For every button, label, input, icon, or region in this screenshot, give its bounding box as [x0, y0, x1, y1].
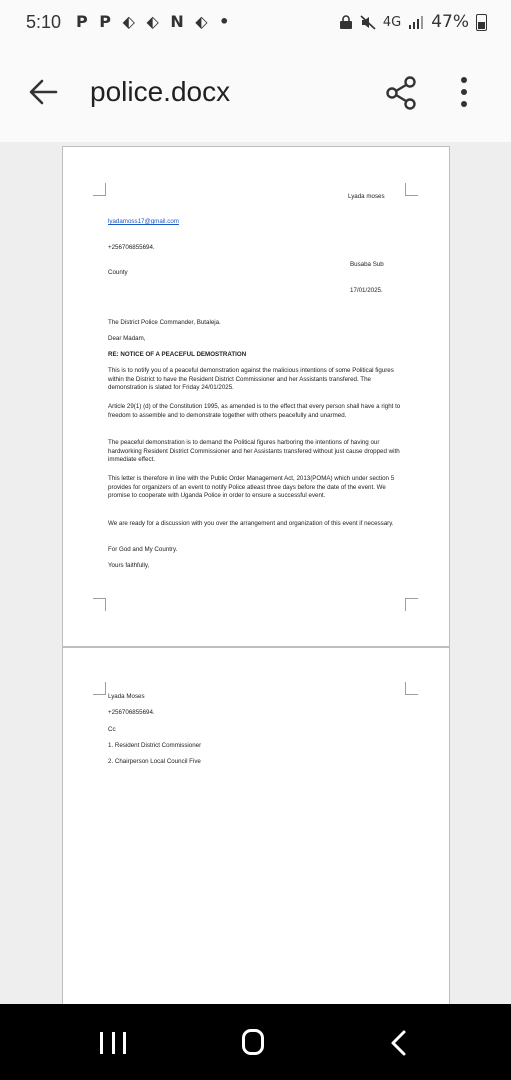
more-options-button[interactable] — [454, 74, 474, 114]
back-button[interactable] — [26, 74, 60, 110]
margin-marker-top-right — [405, 682, 418, 695]
arrow-left-icon — [26, 74, 60, 110]
status-time: 5:10 — [26, 12, 62, 32]
mute-icon — [360, 15, 376, 30]
signatory-name: Lyada Moses — [108, 693, 145, 700]
margin-marker-top-left — [93, 183, 106, 196]
paragraph-1: This is to notify you of a peaceful demonstration against the malicious intentions of some Political figures within the District to have the Resident District Commissioner and her Assistants transfered. The demonstration is slated for Friday 24/01/2025. — [108, 367, 394, 392]
margin-marker-top-right — [405, 183, 418, 196]
closing-line-2: Yours faithfully, — [108, 562, 150, 569]
paragraph-2: Article 29(1) (d) of the Constitution 1995, as amended is to the effect that every person shall have a right to freedom to assemble and to demonstrate together with others peacefully and unarmed. — [108, 403, 401, 419]
document-title: police.docx — [90, 76, 231, 107]
subject-line: RE: NOTICE OF A PEACEFUL DEMOSTRATION — [108, 351, 247, 358]
battery-icon — [476, 14, 487, 31]
paragraph-3: The peaceful demonstration is to demand the Political figures harboring the intentions of having our hardworking Resident District Commissioner and her Assistants transfered without just cause dropped with immediate effect. — [108, 439, 400, 464]
salutation: Dear Madam, — [108, 335, 146, 342]
document-viewer[interactable] — [0, 142, 511, 1004]
sender-name: Lyada moses — [348, 193, 385, 200]
navigation-bar — [0, 1004, 511, 1080]
share-icon — [384, 74, 418, 112]
more-dot-icon — [461, 89, 467, 95]
document-page-2 — [62, 647, 450, 1004]
recents-bar-icon — [123, 1032, 126, 1054]
more-dot-icon — [461, 101, 467, 107]
app-bar — [0, 46, 511, 142]
closing-line-1: For God and My Country. — [108, 546, 178, 553]
system-back-button[interactable] — [384, 1028, 414, 1058]
recent-apps-button[interactable] — [100, 1032, 126, 1054]
signal-icon — [408, 15, 424, 30]
cc-item-2: 2. Chairperson Local Council Five — [108, 758, 201, 765]
address-line-2: County — [108, 269, 128, 276]
cc-item-1: 1. Resident District Commissioner — [108, 742, 202, 749]
battery-percent: 47% — [431, 12, 469, 32]
share-button[interactable] — [384, 74, 418, 112]
letter-date: 17/01/2025. — [350, 287, 383, 294]
margin-marker-top-left — [93, 682, 106, 695]
chevron-left-icon — [384, 1028, 414, 1058]
recipient: The District Police Commander, Butaleja. — [108, 319, 221, 326]
status-right-icons — [339, 12, 487, 32]
lock-icon — [339, 15, 353, 30]
sender-phone: +256706855694. — [108, 244, 155, 251]
paragraph-5: We are ready for a discussion with you over the arrangement and organization of this event if necessary. — [108, 520, 394, 527]
margin-marker-bottom-right — [405, 598, 418, 611]
email-link[interactable]: lyadamoss17@gmail.com — [108, 218, 179, 225]
document-page-1 — [62, 146, 450, 647]
notification-icons: P P ⬖ ⬖ N ⬖ • — [76, 12, 233, 31]
paragraph-4: This letter is therefore in line with the Public Order Management Act, 2013(POMA) which under section 5 provides for organizers of an event to notify Police atleast three days before the date of the event. We promise to cooperate with Uganda Police in order to ensure a successful event. — [108, 475, 395, 500]
recents-bar-icon — [112, 1032, 115, 1054]
address-line-1: Busaba Sub — [350, 261, 384, 268]
recents-bar-icon — [100, 1032, 103, 1054]
more-dot-icon — [461, 77, 467, 83]
network-type: 4G — [382, 14, 402, 30]
margin-marker-bottom-left — [93, 598, 106, 611]
home-button[interactable] — [242, 1029, 264, 1055]
status-bar — [0, 0, 511, 46]
signatory-phone: +256706855694. — [108, 709, 155, 716]
cc-label: Cc — [108, 726, 116, 733]
